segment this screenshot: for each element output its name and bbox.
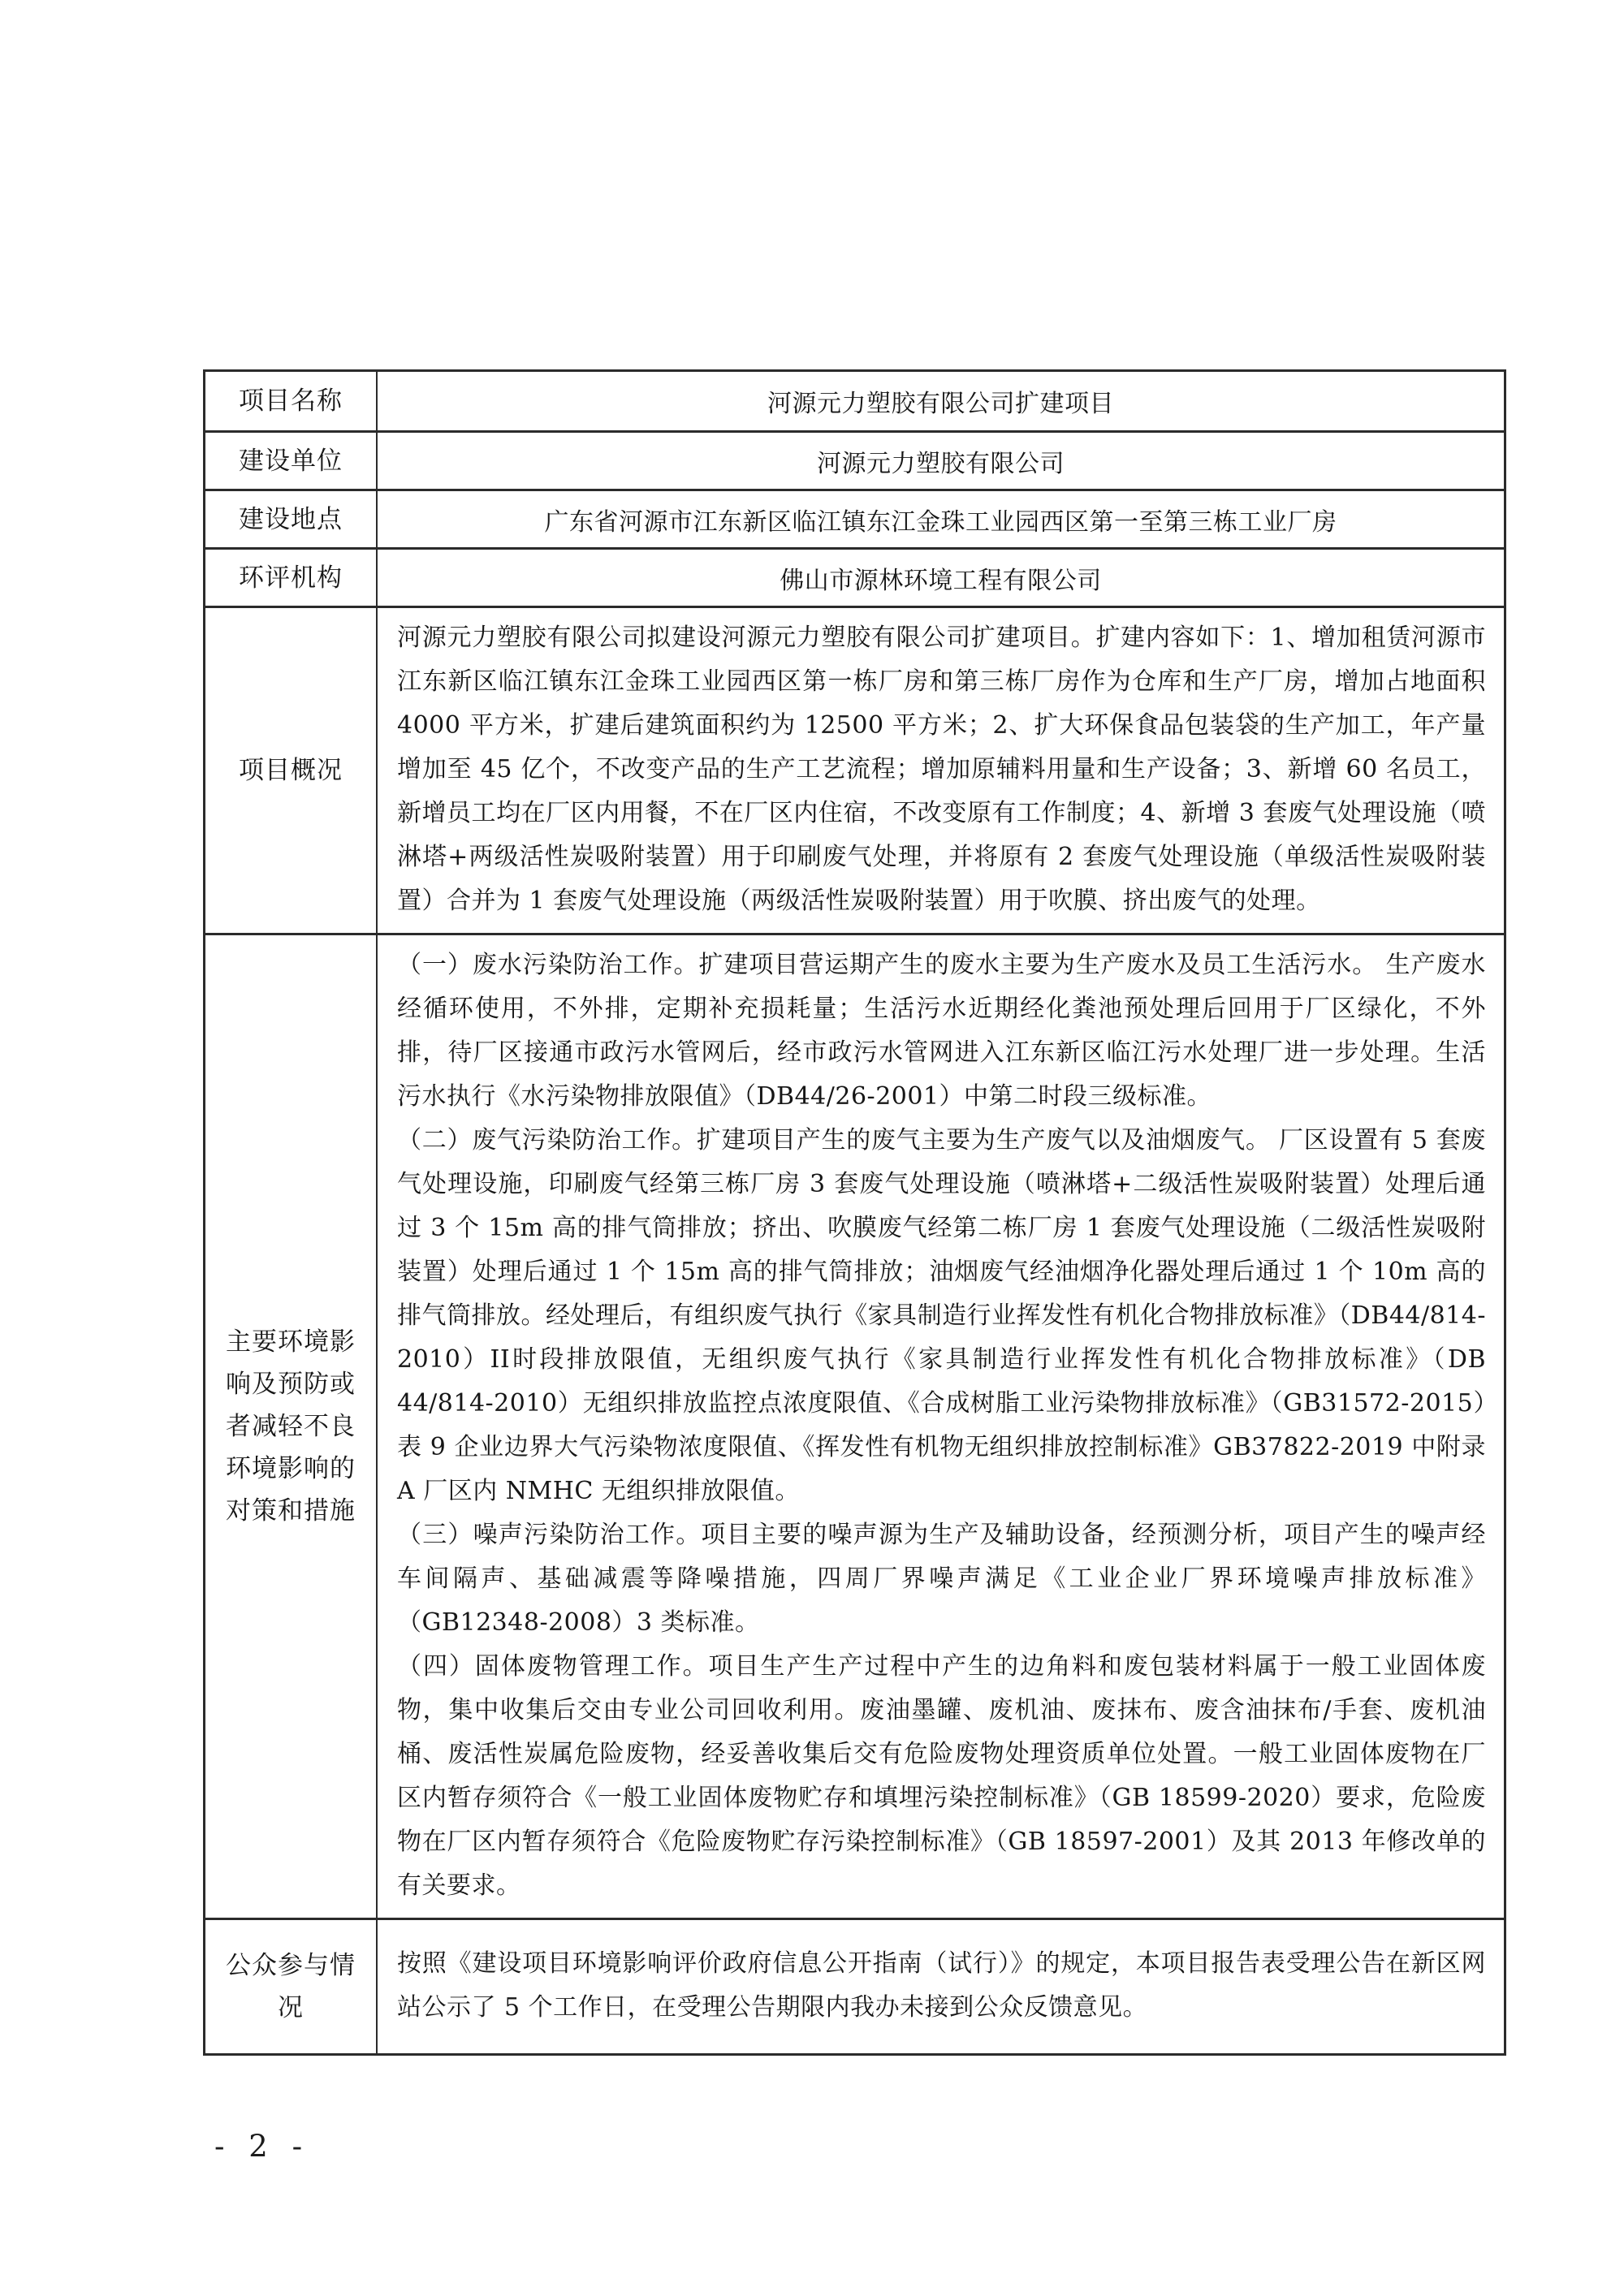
table-row-project-name xyxy=(205,372,1504,430)
row-value-environmental-measures xyxy=(378,935,1504,1918)
row-label-environmental-measures xyxy=(205,935,378,1918)
overview-paragraph: 河源元力塑胶有限公司拟建设河源元力塑胶有限公司扩建项目。扩建内容如下：1、增加租赁河源市江东新区临江镇东江金珠工业园西区第一栋厂房和第三栋厂房作为仓库和生产厂房，增加占地面积 4000 平方米，扩建后建筑面积约为 12500 平方米；2、扩大环保食品包装袋的生产加工，年产量增加至 45 亿个，不改变产品的生产工艺流程；增加原辅料用量和生产设备；3、新增 60 名员工，新增员工均在厂区内用餐，不在厂区内住宿，不改变原有工作制度；4、新增 3 套废气处理设施（喷淋塔+两级活性炭吸附装置）用于印刷废气处理，并将原有 2 套废气处理设施（单级活性炭吸附装置）合并为 1 套废气处理设施（两级活性炭吸附装置）用于吹膜、挤出废气的处理。 xyxy=(397,624,1486,915)
row-label-project-overview xyxy=(205,608,378,933)
row-label-text: 公众参与情况 xyxy=(226,1951,356,2022)
public-participation-paragraph: 按照《建设项目环境影响评价政府信息公开指南（试行）》的规定，本项目报告表受理公告在新区网站公示了 5 个工作日，在受理公告期限内我办未接到公众反馈意见。 xyxy=(397,1949,1486,2022)
table-row-construction-unit xyxy=(205,430,1504,489)
row-value-construction-site: 广东省河源市江东新区临江镇东江金珠工业园西区第一至第三栋工业厂房 xyxy=(544,507,1337,537)
row-label-project-name xyxy=(205,372,378,430)
measures-paragraph-solid-waste: （四）固体废物管理工作。项目生产生产过程中产生的边角料和废包装材料属于一般工业固体废物，集中收集后交由专业公司回收利用。废油墨罐、废机油、废抹布、废含油抹布/手套、废机油桶、废活性炭属危险废物，经妥善收集后交有危险废物处理资质单位处置。一般工业固体废物在厂区内暂存须符合《一般工业固体废物贮存和填埋污染控制标准》（GB 18599-2020）要求，危险废物在厂区内暂存须符合《危险废物贮存污染控制标准》（GB 18597-2001）及其 2013 年修改单的有关要求。 xyxy=(397,1652,1486,1900)
row-label-construction-unit xyxy=(205,433,378,489)
row-label-text: 项目名称 xyxy=(239,386,343,416)
row-label-text: 建设单位 xyxy=(239,446,343,476)
measures-paragraph-noise: （三）噪声污染防治工作。项目主要的噪声源为生产及辅助设备，经预测分析，项目产生的噪声经车间隔声、基础减震等降噪措施，四周厂界噪声满足《工业企业厂界环境噪声排放标准》（GB12348-2008）3 类标准。 xyxy=(397,1521,1486,1637)
page-number: - 2 - xyxy=(214,2129,310,2164)
row-value-project-overview xyxy=(378,608,1504,933)
project-info-table xyxy=(203,369,1506,2056)
table-row-environmental-measures xyxy=(205,933,1504,1918)
table-row-public-participation xyxy=(205,1918,1504,2053)
row-value-construction-unit: 河源元力塑胶有限公司 xyxy=(817,449,1065,478)
measures-paragraph-waste-gas: （二）废气污染防治工作。扩建项目产生的废气主要为生产废气以及油烟废气。 厂区设置有 5 套废气处理设施，印刷废气经第三栋厂房 3 套废气处理设施（喷淋塔+二级活性炭吸附装置）处理后通过 3 个 15m 高的排气筒排放；挤出、吹膜废气经第二栋厂房 1 套废气处理设施（二级活性炭吸附装置）处理后通过 1 个 15m 高的排气筒排放；油烟废气经油烟净化器处理后通过 1 个 10m 高的排气筒排放。经处理后，有组织废气执行《家具制造行业挥发性有机化合物排放标准》（DB44/814-2010）II时段排放限值，无组织废气执行《家具制造行业挥发性有机化合物排放标准》（DB 44/814-2010）无组织排放监控点浓度限值、《合成树脂工业污染物排放标准》（GB31572-2015）表 9 企业边界大气污染物浓度限值、《挥发性有机物无组织排放控制标准》GB37822-2019 中附录 A 厂区内 NMHC 无组织排放限值。 xyxy=(397,1126,1486,1505)
row-value-project-name: 河源元力塑胶有限公司扩建项目 xyxy=(767,390,1114,418)
row-label-text: 项目概况 xyxy=(239,756,343,785)
row-value-eia-agency: 佛山市源林环境工程有限公司 xyxy=(780,566,1102,595)
row-value-public-participation xyxy=(378,1920,1504,2053)
row-label-text: 环评机构 xyxy=(239,563,343,593)
row-label-text: 主要环境影响及预防或者减轻不良环境影响的对策和措施 xyxy=(226,1327,356,1526)
table-row-project-overview xyxy=(205,606,1504,933)
row-label-text: 建设地点 xyxy=(239,504,343,534)
row-label-construction-site xyxy=(205,491,378,547)
row-label-eia-agency xyxy=(205,550,378,606)
table-row-eia-agency xyxy=(205,547,1504,606)
row-label-public-participation xyxy=(205,1920,378,2053)
table-row-construction-site xyxy=(205,489,1504,547)
measures-paragraph-wastewater: （一）废水污染防治工作。扩建项目营运期产生的废水主要为生产废水及员工生活污水。 生产废水经循环使用，不外排，定期补充损耗量；生活污水近期经化粪池预处理后回用于厂区绿化，不外排，待厂区接通市政污水管网后，经市政污水管网进入江东新区临江污水处理厂进一步处理。生活污水执行《水污染物排放限值》（DB44/26-2001）中第二时段三级标准。 xyxy=(397,951,1486,1111)
